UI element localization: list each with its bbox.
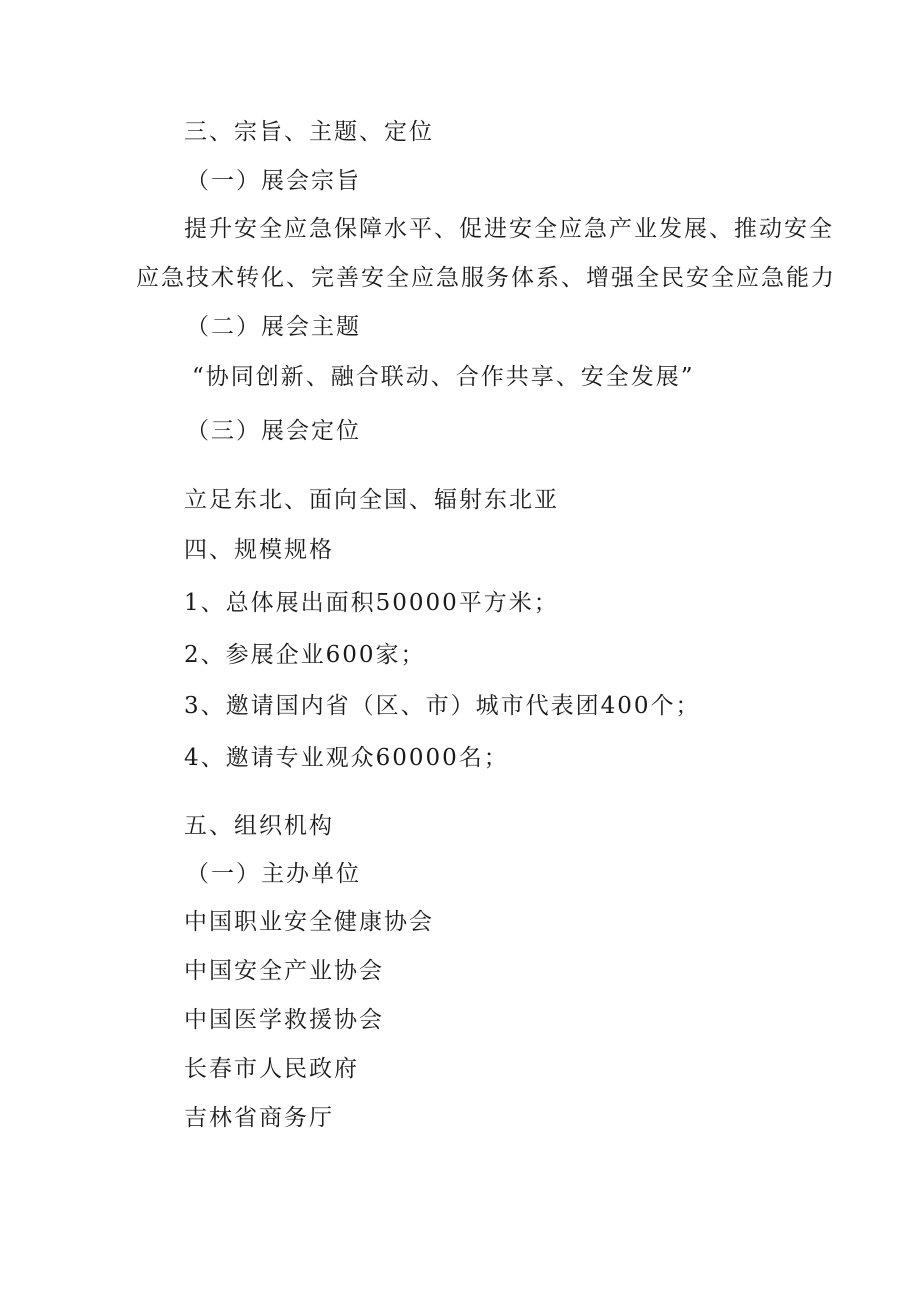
positioning-body: 立足东北、面向全国、辐射东北亚	[184, 487, 559, 513]
organizer-item: 中国医学救援协会	[184, 1007, 384, 1033]
subsection-positioning-heading: （三）展会定位	[186, 418, 361, 444]
scale-item: 2、参展企业600家；	[184, 642, 426, 668]
purpose-body-line-1: 提升安全应急保障水平、促进安全应急产业发展、推动安全	[184, 216, 834, 242]
section-5-heading: 五、组织机构	[184, 813, 334, 839]
section-3-heading: 三、宗旨、主题、定位	[184, 119, 434, 145]
subsection-theme-heading: （二）展会主题	[186, 314, 361, 340]
subsection-host-heading: （一）主办单位	[186, 861, 361, 887]
organizer-item: 长春市人民政府	[184, 1056, 359, 1082]
organizer-item: 中国安全产业协会	[184, 958, 384, 984]
organizer-item: 吉林省商务厅	[184, 1105, 334, 1131]
scale-item: 4、邀请专业观众60000名；	[184, 745, 509, 771]
subsection-purpose-heading: （一）展会宗旨	[186, 168, 361, 194]
purpose-body-line-2: 应急技术转化、完善安全应急服务体系、增强全民安全应急能力	[136, 265, 836, 291]
scale-item: 3、邀请国内省（区、市）城市代表团400个；	[184, 693, 701, 719]
scale-item: 1、总体展出面积50000平方米；	[184, 590, 559, 616]
section-4-heading: 四、规模规格	[184, 537, 334, 563]
organizer-item: 中国职业安全健康协会	[184, 909, 434, 935]
theme-body: “协同创新、融合联动、合作共享、安全发展”	[192, 364, 695, 390]
